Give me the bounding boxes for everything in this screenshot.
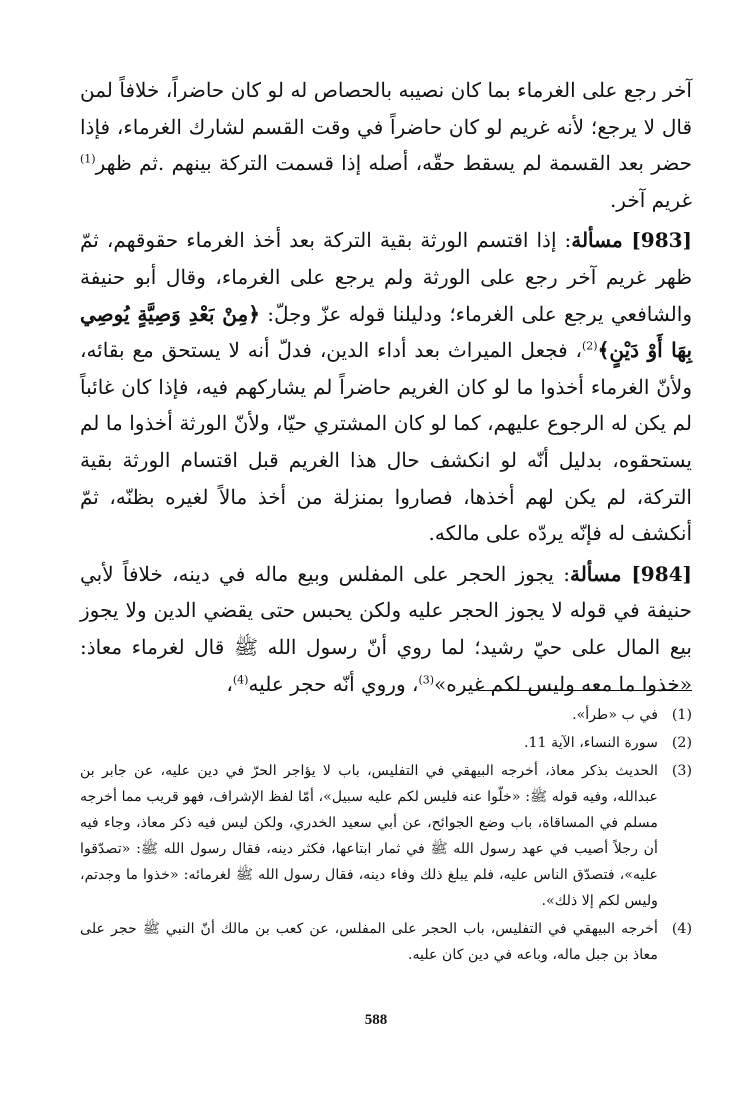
issue-label: مسألة [569,561,632,586]
issue-number-983: [983] [631,228,692,253]
quran-verse: ﴿مِنْ بَعْدِ وَصِيَّةٍ يُوصِي بِهَا أَوْ دَيْنٍ﴾ [80,301,693,363]
footnote-ref-4[interactable]: (4) [232,672,249,686]
footnote-ref-2[interactable]: (2) [582,339,598,353]
footnote-number: (4) [671,921,692,937]
issue-984: [984] مسألة: يجوز الحجر على المفلس وبيع ماله في دينه، خلافاً لأبي حنيفة في قوله لا يجوز الحجر عليه ولكن يحبس حتى يقضي الدين ولا يجوز بيع المال على حيّ رشيد؛ لما روي أنّ رسول الله ﷺ قال لغرماء معاذ: «خذوا ما معه وليس لكم غيره»$^{(3)}$، وروي أنّه حجر عليه$^{(4)}$، [80,561,692,696]
footnote-number: (3) [671,763,692,779]
issue-number-984: [984] [631,561,692,586]
footnote-item [80,916,692,968]
issue-983: [983] مسألة: إذا اقتسم الورثة بقية التركة بعد أخذ الغرماء حقوقهم، ثمّ ظهر غريم آخر رجع على الورثة ولم يرجع على الغرماء، وقال أبو حنيفة والشافعي يرجع على الغرماء؛ ودليلنا قوله عزّ وجلّ: ﴿مِنْ بَعْدِ وَصِيَّةٍ يُوصِي بِهَا أَوْ دَيْنٍ﴾$^{(2)}$، فجعل الميراث بعد أداء الدين، فدلّ أنه لا يستحق مع بقائه، ولأنّ الغرماء أخذوا ما لو كان الغريم حاضراً لم يشاركهم فيه، فإذا كان غائباً لم يكن له الرجوع عليهم، كما لو كان المشتري حيّا، ولأنّ الورثة أخذوا ما لم يستحقوه، بدليل أنّه لو انكشف حال هذا الغريم قبل اقتسام الورثة بقية التركة، لم يكن لهم أخذها، فصاروا بمنزلة من أخذ مالاً لغيره بظنّه، ثمّ أنكشف له فإنّه يردّه على مالكه. [80,228,693,546]
footnote-ref-1[interactable]: (1) [80,152,96,166]
footnote-text: في ب «طرأ». [572,707,658,723]
footnote-ref-3[interactable]: (3) [418,672,435,686]
footnote-item [80,730,692,756]
paragraph-continuation: آخر رجع على الغرماء بما كان نصيبه بالحصاص له لو كان حاضراً، خلافاً لمن قال لا يرجع؛ لأنه غريم لو كان حاضراً في وقت القسم لشارك الغرماء، فإذا حضر بعد القسمة لم يسقط حقّه، أصله إذا قسمت التركة بينهم .ثم ظهر$^{(1)}$ غريم آخر. [80,78,692,212]
footnote-text: الحديث بذكر معاذ، أخرجه البيهقي في التفليس، باب لا يؤاجر الحرّ في دين عليه، عن جابر بن عبدالله، وفيه قوله ﷺ: «خلّوا عنه فليس لكم عليه سبيل»، أمّا لفظ الإشراف، فهو قريب مما أخرجه مسلم في المساقاة، باب وضع الجوائح، عن أبي سعيد الخدري، ولكن ليس فيه ذكر معاذ، وجاء فيه أن رجلاً أصيب في عهد رسول الله ﷺ في ثمار ابتاعها، فكثر دينه، فقال رسول الله ﷺ: «تصدّقوا عليه»، فتصدّق الناس عليه، فلم يبلغ ذلك وفاء دينه، فقال رسول الله ﷺ لغرمائه: «خذوا ما وجدتم، وليس لكم إلا ذلك». [80,763,658,909]
issue-label: مسألة [571,228,632,253]
footnote-item [80,702,692,728]
main-text [80,72,692,702]
footnote-number: (1) [671,707,692,723]
page-number: 588 [364,1012,388,1028]
footnote-item [80,758,692,914]
footnotes [80,702,692,970]
footnote-text: أخرجه البيهقي في التفليس، باب الحجر على المفلس، عن كعب بن مالك أنّ النبي ﷺ حجر على معاذ بن جبل ماله، وباعه في دين كان عليه. [80,921,658,963]
footnote-divider [478,690,692,691]
footnote-text: سورة النساء، الآية 11. [524,735,658,751]
footnote-number: (2) [671,735,692,751]
